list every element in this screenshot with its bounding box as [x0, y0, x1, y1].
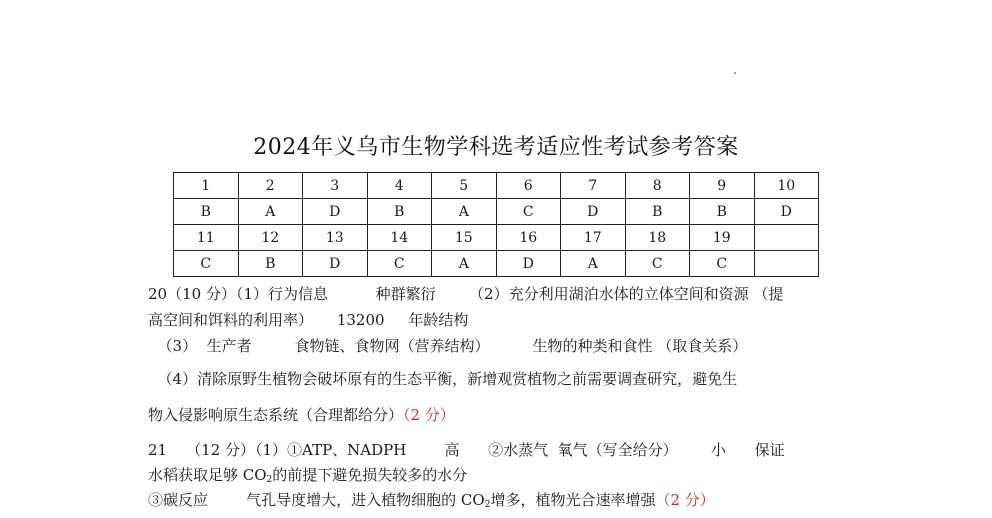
question-number-cell: 11 [174, 225, 239, 251]
answer-cell: B [690, 199, 755, 225]
q20-line-4: （4）清除原野生植物会破坏原有的生态平衡，新增观赏植物之前需要调查研究，避免生 [148, 370, 738, 388]
answer-cell [754, 251, 819, 277]
q21-line-3-b: 增多，植物光合速率增强 [490, 491, 656, 509]
q20-line-5 [148, 405, 848, 425]
answer-cell: D [496, 251, 561, 277]
answer-cell: C [496, 199, 561, 225]
question-number-cell: 15 [432, 225, 497, 251]
q21-line-2-subscript: 2 [266, 475, 273, 485]
question-number-cell: 19 [690, 225, 755, 251]
question-number-cell: 7 [561, 173, 626, 199]
q21-line-1: 21 （12 分）（1）①ATP、NADPH 高 ②水蒸气 氧气（写全给分） 小 保证 [148, 441, 785, 459]
question-number-cell: 5 [432, 173, 497, 199]
q20-score: （2 分） [403, 406, 455, 424]
answer-table-row [174, 225, 819, 251]
q21-line-3-a: ③碳反应 气孔导度增大，进入植物细胞的 CO [148, 491, 485, 509]
question-number-cell: 9 [690, 173, 755, 199]
question-number-cell: 18 [625, 225, 690, 251]
question-number-cell: 6 [496, 173, 561, 199]
answer-cell: A [238, 199, 303, 225]
q21-line-2-a: 水稻获取足够 CO [148, 466, 267, 484]
answer-cell: D [561, 199, 626, 225]
question-number-cell: 1 [174, 173, 239, 199]
q21-line-2 [148, 465, 848, 490]
answer-cell: D [754, 199, 819, 225]
q20-line-3: （3） 生产者 食物链、食物网（营养结构） 生物的种类和食性 （取食关系） [148, 337, 748, 355]
answer-table-row [174, 251, 819, 277]
answer-cell: A [561, 251, 626, 277]
page-title: 2024年义乌市生物学科选考适应性考试参考答案 [253, 135, 739, 160]
q20-line-2: 高空间和饵料的利用率） 13200 年龄结构 [148, 311, 469, 329]
q21-line-3 [148, 490, 848, 515]
q21-line-2-b: 的前提下避免损失较多的水分 [272, 466, 468, 484]
q21-line-3-subscript: 2 [484, 500, 491, 510]
question-number-cell: 16 [496, 225, 561, 251]
question-number-cell: 14 [367, 225, 432, 251]
answer-table [173, 172, 819, 277]
answer-cell: C [174, 251, 239, 277]
answer-cell: A [432, 251, 497, 277]
question-number-cell: 4 [367, 173, 432, 199]
question-number-cell: 3 [303, 173, 368, 199]
answer-cell: D [303, 251, 368, 277]
q20-line-1: 20（10 分）（1）行为信息 种群繁衍 （2）充分利用湖泊水体的立体空间和资源 （提 [148, 285, 784, 303]
question-number-cell [754, 225, 819, 251]
answer-cell: D [303, 199, 368, 225]
question-number-cell: 2 [238, 173, 303, 199]
answer-cell: B [367, 199, 432, 225]
question-number-cell: 8 [625, 173, 690, 199]
q21-score: （2 分） [655, 491, 715, 509]
answer-table-row [174, 199, 819, 225]
answer-cell: B [625, 199, 690, 225]
answer-cell: B [238, 251, 303, 277]
question-number-cell: 10 [754, 173, 819, 199]
answer-cell: C [625, 251, 690, 277]
stray-dot [734, 72, 736, 74]
answer-cell: A [432, 199, 497, 225]
answer-cell: C [690, 251, 755, 277]
answer-cell: B [174, 199, 239, 225]
question-number-cell: 17 [561, 225, 626, 251]
q20-line-5-text: 物入侵影响原生态系统（合理都给分） [148, 406, 404, 424]
answer-table-row [174, 173, 819, 199]
question-number-cell: 13 [303, 225, 368, 251]
question-number-cell: 12 [238, 225, 303, 251]
answer-cell: C [367, 251, 432, 277]
